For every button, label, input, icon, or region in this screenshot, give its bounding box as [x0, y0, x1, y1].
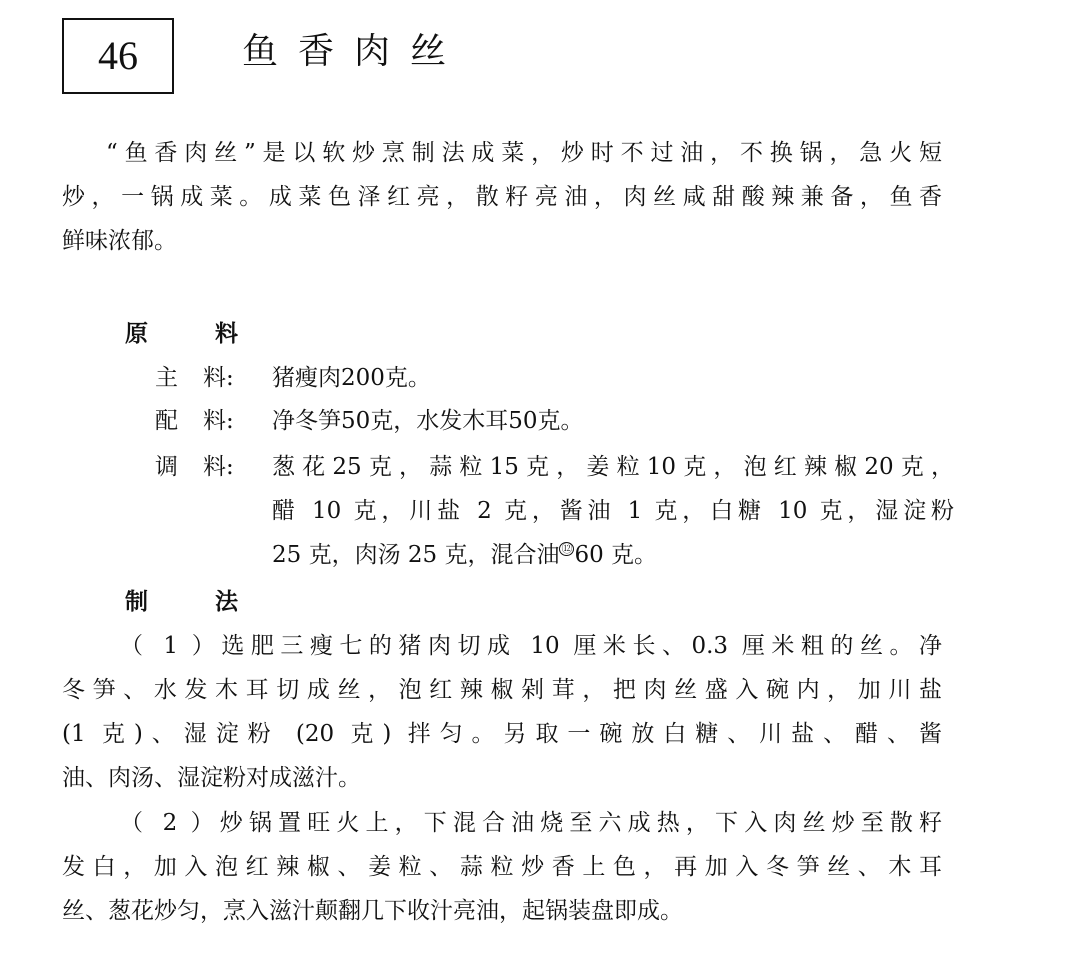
label-char: 调 — [155, 454, 178, 480]
secondary-ingredient-value: 净冬笋50克，水发木耳50克。 — [272, 408, 584, 434]
intro-line-1: “鱼香肉丝”是以软炒烹制法成菜，炒时不过油，不换锅，急火短 — [106, 140, 942, 166]
ingredients-heading — [125, 320, 238, 347]
seasoning-value-line-3 — [272, 544, 657, 567]
footnote-marker: ⑫ — [561, 542, 573, 555]
seasoning-value-text: 25 克，肉汤 25 克，混合油 — [272, 542, 560, 568]
method-heading — [125, 588, 238, 615]
seasoning-label — [155, 454, 234, 480]
secondary-ingredient-label — [155, 408, 234, 434]
ingredients-heading-char1: 原 — [125, 320, 148, 347]
seasoning-value-tail: 60 克。 — [574, 542, 658, 568]
intro-line-3: 鲜味浓郁。 — [62, 228, 177, 254]
step-1-line-2: 冬笋、水发木耳切成丝，泡红辣椒剁茸，把肉丝盛入碗内，加川盐 — [62, 677, 942, 703]
label-char: 主 — [155, 365, 178, 391]
method-heading-char1: 制 — [125, 588, 148, 615]
intro-line-2: 炒，一锅成菜。成菜色泽红亮，散籽亮油，肉丝咸甜酸辣兼备，鱼香 — [62, 184, 942, 210]
main-ingredient-value: 猪瘦肉200克。 — [272, 365, 431, 391]
seasoning-value-line-2: 醋 10 克，川盐 2 克，酱油 1 克，白糖 10 克，湿淀粉 — [272, 498, 954, 524]
main-ingredient-label — [155, 365, 234, 391]
label-char: 配 — [155, 408, 178, 434]
step-2-line-2: 发白，加入泡红辣椒、姜粒、蒜粒炒香上色，再加入冬笋丝、木耳 — [62, 854, 942, 880]
recipe-title: 鱼香肉丝 — [242, 31, 467, 72]
recipe-number-box — [62, 18, 174, 94]
recipe-number: 46 — [98, 33, 138, 78]
ingredients-heading-char2: 料 — [215, 320, 238, 347]
step-2-line-3: 丝、葱花炒匀，烹入滋汁颠翻几下收汁亮油，起锅装盘即成。 — [62, 898, 683, 924]
step-1-line-1: （ 1 ）选肥三瘦七的猪肉切成 10 厘米长、0.3 厘米粗的丝。净 — [120, 633, 942, 659]
method-heading-char2: 法 — [215, 588, 238, 615]
step-1-line-3: (1 克)、湿淀粉 (20 克) 拌匀。另取一碗放白糖、川盐、醋、酱 — [62, 721, 942, 747]
label-char: 料: — [203, 365, 234, 391]
label-char: 料: — [203, 454, 234, 480]
step-1-line-4: 油、肉汤、湿淀粉对成滋汁。 — [62, 765, 361, 791]
step-2-line-1: （ 2 ）炒锅置旺火上，下混合油烧至六成热，下入肉丝炒至散籽 — [120, 810, 942, 836]
seasoning-value-line-1: 葱花25克，蒜粒15克，姜粒10克，泡红辣椒20克， — [272, 454, 954, 480]
label-char: 料: — [203, 408, 234, 434]
